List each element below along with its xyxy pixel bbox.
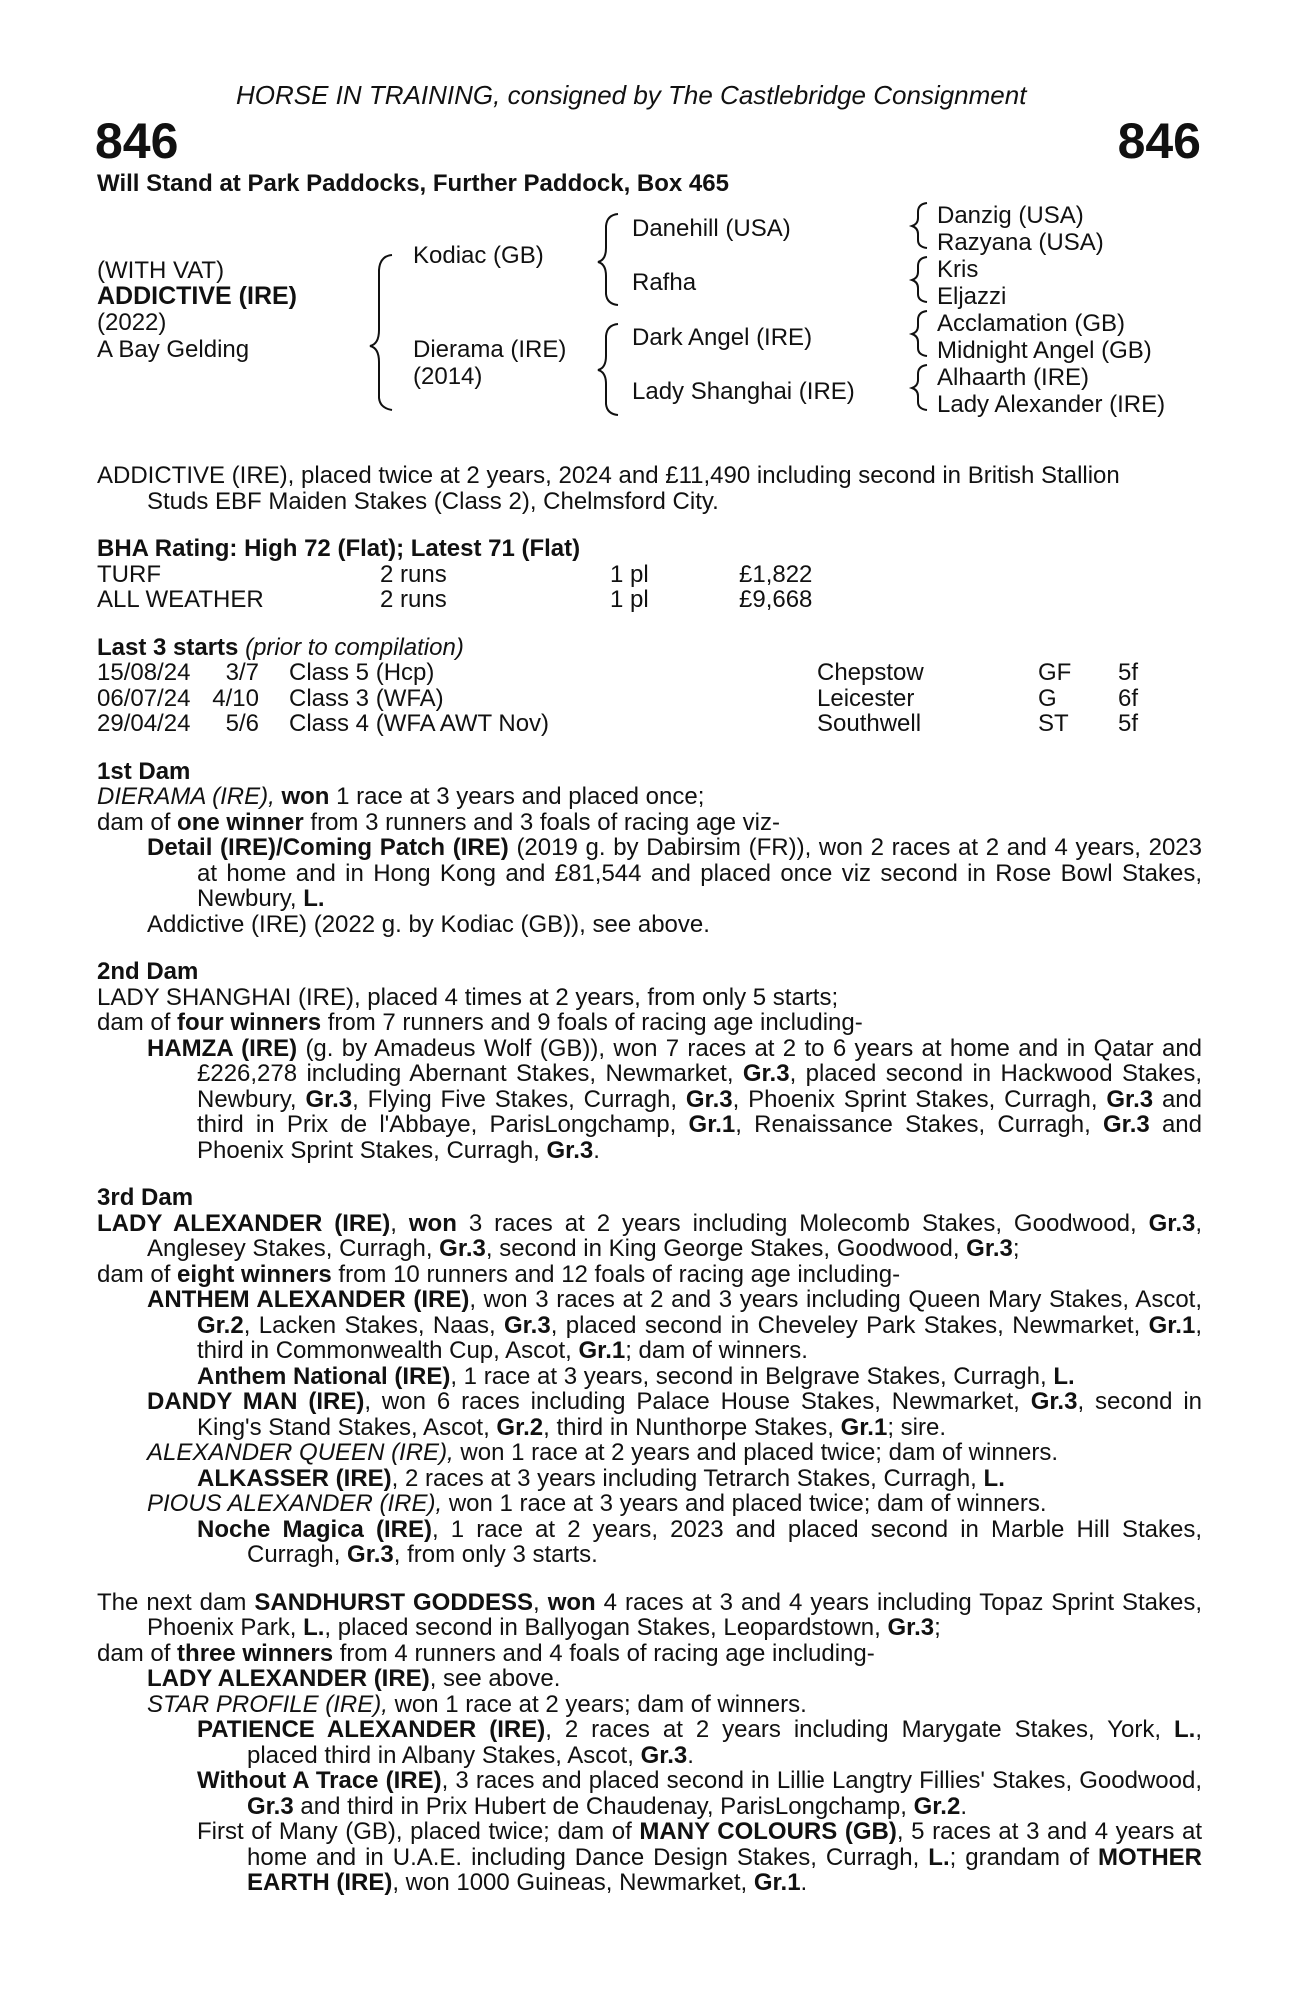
vat-note: (WITH VAT)	[97, 257, 225, 284]
produce-entry: Noche Magica (IRE), 1 race at 2 years, 2023 and placed second in Marble Hill Stakes, Curragh, Gr.3, from only 3 starts.	[197, 1515, 1202, 1568]
third-dam-produce-line: dam of eight winners from 10 runners and 12 foals of racing age including-	[97, 1260, 901, 1288]
produce-entry: LADY ALEXANDER (IRE), see above.	[147, 1665, 561, 1692]
dam-sire: Dark Angel (IRE)	[632, 324, 813, 351]
produce-entry: Anthem National (IRE), 1 race at 3 years, second in Belgrave Stakes, Curragh, L.	[197, 1362, 1075, 1390]
dam-dam: Lady Shanghai (IRE)	[632, 378, 855, 405]
rating-heading: BHA Rating: High 72 (Flat); Latest 71 (Flat)	[97, 535, 581, 562]
ancestor-ddd: Lady Alexander (IRE)	[937, 391, 1166, 418]
ancestor-dds: Alhaarth (IRE)	[937, 364, 1090, 391]
produce-entry: HAMZA (IRE) (g. by Amadeus Wolf (GB)), won 7 races at 2 to 6 years at home and in Qatar and £226,278 including Abernant Stakes, Newmarket, Gr.3, placed second in Hackwood Stakes, Newbury, Gr.3, Flying Five Stakes, Curragh, Gr.3, Phoenix Sprint Stakes, Curragh, Gr.3 and third in Prix de l'Abbaye, ParisLongchamp, Gr.1, Renaissance Stakes, Curragh, Gr.3 and Phoenix Sprint Stakes, Curragh, Gr.3.	[147, 1034, 1203, 1164]
produce-entry: PATIENCE ALEXANDER (IRE), 2 races at 2 years including Marygate Stakes, York, L., placed third in Albany Stakes, Ascot, Gr.3.	[197, 1716, 1202, 1769]
produce-entry: Addictive (IRE) (2022 g. by Kodiac (GB)), see above.	[147, 910, 710, 938]
lot-number-right: 846	[1117, 113, 1201, 169]
sire-dam: Rafha	[632, 269, 697, 296]
third-dam-line: LADY ALEXANDER (IRE), won 3 races at 2 years including Molecomb Stakes, Goodwood, Gr.3, Anglesey Stakes, Curragh, Gr.3, second in King George Stakes, Goodwood, Gr.3;	[97, 1209, 1203, 1262]
catalogue-header: HORSE IN TRAINING, consigned by The Castlebridge Consignment	[236, 80, 1027, 110]
next-dam-line: The next dam SANDHURST GODDESS, won 4 races at 3 and 4 years including Topaz Sprint Stakes, Phoenix Park, L., placed second in Ballyogan Stakes, Leopardstown, Gr.3;	[97, 1588, 1203, 1641]
stand-location: Will Stand at Park Paddocks, Further Paddock, Box 465	[97, 170, 729, 197]
rating-row: ALL WEATHER 2 runs 1 pl £9,668	[97, 586, 813, 613]
first-dam-line: DIERAMA (IRE), won 1 race at 3 years and placed once;	[97, 783, 705, 810]
horse-name: ADDICTIVE (IRE)	[97, 282, 297, 310]
produce-entry: ALKASSER (IRE), 2 races at 3 years including Tetrarch Stakes, Curragh, L.	[197, 1464, 1005, 1492]
second-dam-produce-line: dam of four winners from 7 runners and 9 foals of racing age including-	[97, 1009, 863, 1036]
produce-entry: PIOUS ALEXANDER (IRE), won 1 race at 3 years and placed twice; dam of winners.	[147, 1490, 1047, 1517]
catalogue-body	[97, 463, 1202, 1896]
next-dam-produce-line: dam of three winners from 4 runners and 4 foals of racing age including-	[97, 1639, 875, 1667]
horse-year: (2022)	[97, 309, 167, 336]
third-dam-heading: 3rd Dam	[97, 1184, 194, 1211]
ancestor-ssd: Razyana (USA)	[937, 229, 1104, 256]
ancestor-sss: Danzig (USA)	[937, 202, 1084, 229]
produce-entry: STAR PROFILE (IRE), won 1 race at 2 years; dam of winners.	[147, 1690, 807, 1718]
produce-entry: First of Many (GB), placed twice; dam of MANY COLOURS (GB), 5 races at 3 and 4 years at home and in U.A.E. including Dance Design Stakes, Curragh, L.; grandam of MOTHER EARTH (IRE), won 1000 Guineas, Newmarket, Gr.1.	[197, 1818, 1202, 1896]
sire: Kodiac (GB)	[413, 242, 544, 269]
summary-line: ADDICTIVE (IRE), placed twice at 2 years, 2024 and £11,490 including second in British Stallion	[97, 462, 1120, 489]
start-row: 15/08/24 3/7 Class 5 (Hcp) Chepstow GF 5f	[97, 659, 1139, 686]
ancestor-sdd: Eljazzi	[937, 283, 1007, 310]
starts-heading: Last 3 starts (prior to compilation)	[97, 633, 464, 661]
ancestor-dsd: Midnight Angel (GB)	[937, 337, 1152, 364]
dam-year: (2014)	[413, 363, 483, 390]
produce-entry: DANDY MAN (IRE), won 6 races including Palace House Stakes, Newmarket, Gr.3, second in King's Stand Stakes, Ascot, Gr.2, third in Nunthorpe Stakes, Gr.1; sire.	[147, 1388, 1203, 1441]
produce-entry: ANTHEM ALEXANDER (IRE), won 3 races at 2 and 3 years including Queen Mary Stakes, Ascot, Gr.2, Lacken Stakes, Naas, Gr.3, placed second in Cheveley Park Stakes, Newmarket, Gr.1, third in Commonwealth Cup, Ascot, Gr.1; dam of winners.	[147, 1286, 1202, 1364]
second-dam-heading: 2nd Dam	[97, 958, 199, 985]
summary-line-2: Studs EBF Maiden Stakes (Class 2), Chelmsford City.	[147, 487, 719, 515]
rating-row: TURF 2 runs 1 pl £1,822	[97, 560, 813, 588]
second-dam-line: LADY SHANGHAI (IRE), placed 4 times at 2 years, from only 5 starts;	[97, 983, 839, 1011]
first-dam-produce-line: dam of one winner from 3 runners and 3 foals of racing age viz-	[97, 808, 780, 836]
ancestor-dss: Acclamation (GB)	[937, 310, 1126, 337]
first-dam-heading: 1st Dam	[97, 757, 191, 785]
sire-sire: Danehill (USA)	[632, 215, 791, 242]
produce-entry: Without A Trace (IRE), 3 races and placed second in Lillie Langtry Fillies' Stakes, Goodwood, Gr.3 and third in Prix Hubert de Chaudenay, ParisLongchamp, Gr.2.	[197, 1767, 1202, 1820]
lot-number-left: 846	[95, 113, 179, 169]
dam: Dierama (IRE)	[413, 336, 567, 363]
start-row: 29/04/24 5/6 Class 4 (WFA AWT Nov) Southwell ST 5f	[97, 710, 1139, 737]
start-row: 06/07/24 4/10 Class 3 (WFA) Leicester G 6f	[97, 684, 1139, 712]
ancestor-sds: Kris	[937, 256, 979, 283]
produce-entry: ALEXANDER QUEEN (IRE), won 1 race at 2 years and placed twice; dam of winners.	[147, 1439, 1059, 1466]
produce-entry: Detail (IRE)/Coming Patch (IRE) (2019 g. by Dabirsim (FR)), won 2 races at 2 and 4 years, 2023 at home and in Hong Kong and £81,544 and placed once viz second in Rose Bowl Stakes, Newbury, L.	[147, 834, 1202, 912]
horse-description: A Bay Gelding	[97, 336, 250, 363]
